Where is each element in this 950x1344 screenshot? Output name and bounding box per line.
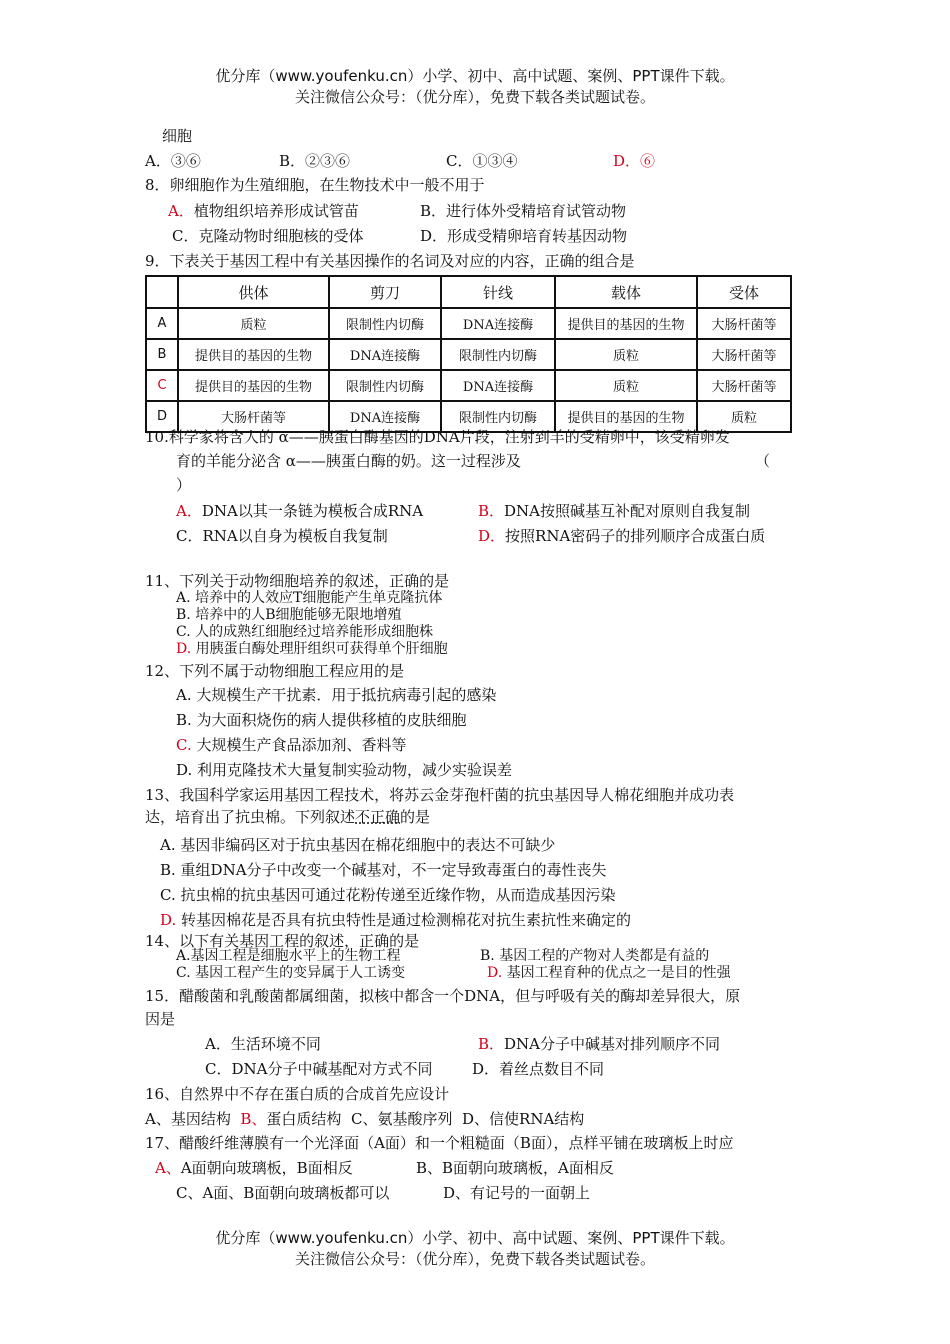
- q17-option-a: [155, 1157, 353, 1179]
- row-label-answer: C: [146, 370, 178, 401]
- q13-stem-line-1: 13、我国科学家运用基因工程技术，将苏云金芽孢杆菌的抗虫基因导人棉花细胞并成功表: [145, 786, 735, 804]
- q15-option-d: D．着丝点数目不同: [472, 1060, 605, 1078]
- table-header-row: [146, 276, 791, 308]
- table-cell: 大肠杆菌等: [697, 370, 791, 401]
- q16-options: [145, 1108, 584, 1130]
- q15-option-b-key: B．: [478, 1035, 505, 1053]
- q15-option-b-text: DNA分子中碱基对排列顺序不同: [504, 1035, 721, 1053]
- table-cell: 大肠杆菌等: [178, 401, 329, 432]
- table-cell: DNA连接酶: [441, 370, 555, 401]
- q8-option-b: B．进行体外受精培育试管动物: [420, 202, 627, 220]
- q10-option-b: [478, 500, 750, 522]
- table-cell: 提供目的基因的生物: [555, 401, 697, 432]
- q7-option-c: C．①③④: [446, 152, 518, 170]
- q10-option-c: C．RNA以自身为模板自我复制: [176, 527, 388, 545]
- q11-option-c: C. 人的成熟红细胞经过培养能形成细胞株: [176, 624, 434, 640]
- q11-option-d: [176, 641, 448, 658]
- q15-option-b: [478, 1033, 720, 1055]
- q14-option-c: C. 基因工程产生的变异属于人工诱变: [176, 965, 406, 981]
- page-header-line-1: 优分库（www.youfenku.cn）小学、初中、高中试题、案例、PPT课件下载。: [215, 67, 735, 85]
- q11-option-b: B. 培养中的人B细胞能够无限地增殖: [176, 607, 402, 623]
- q13-stem-part-1: 达，培育出了抗虫棉。下列叙述: [145, 808, 356, 826]
- q17-option-c: C、A面、B面朝向玻璃板都可以: [176, 1184, 390, 1202]
- q17-option-a-key: A、: [155, 1159, 181, 1177]
- table-cell: 限制性内切酶: [441, 401, 555, 432]
- q13-stem-emphasis: 不正确: [355, 808, 401, 826]
- table-cell: 限制性内切酶: [329, 370, 441, 401]
- q11-stem: 11、下列关于动物细胞培养的叙述，正确的是: [145, 572, 450, 590]
- q13-option-c: C. 抗虫棉的抗虫基因可通过花粉传递至近缘作物，从而造成基因污染: [160, 886, 616, 904]
- table-cell: DNA连接酶: [329, 339, 441, 370]
- table-cell: 大肠杆菌等: [697, 339, 791, 370]
- q10-option-d: [478, 525, 765, 547]
- table-cell: 质粒: [697, 401, 791, 432]
- q7-option-d: D．⑥: [613, 152, 656, 170]
- q8-option-c: C．克隆动物时细胞核的受体: [172, 227, 364, 245]
- q16-option-d: D、信使RNA结构: [462, 1110, 585, 1128]
- q16-stem: 16、自然界中不存在蛋白质的合成首先应设计: [145, 1085, 450, 1103]
- gene-engineering-table: [145, 275, 792, 433]
- q12-option-c: [176, 734, 407, 756]
- table-cell: 质粒: [555, 370, 697, 401]
- q10-option-a-text: DNA以其一条链为模板合成RNA: [201, 502, 424, 520]
- q10-option-a-key: A．: [176, 502, 202, 520]
- row-label: A: [146, 308, 178, 339]
- q17-option-a-text: A面朝向玻璃板，B面相反: [180, 1159, 353, 1177]
- page-header-line-2: 关注微信公众号：（优分库），免费下载各类试题试卷。: [294, 88, 655, 106]
- q14-option-a: A.基因工程是细胞水平上的生物工程: [176, 948, 401, 964]
- q8-option-a: [168, 200, 359, 222]
- q7-option-b: B．②③⑥: [279, 152, 351, 170]
- q13-stem-line-2: [145, 806, 430, 828]
- page-footer-line-2: 关注微信公众号：（优分库），免费下载各类试题试卷。: [294, 1250, 655, 1268]
- q9-stem: 9．下表关于基因工程中有关基因操作的名词及对应的内容，正确的组合是: [145, 252, 635, 270]
- q14-option-d: [487, 965, 731, 982]
- q15-option-a: A．生活环境不同: [205, 1035, 321, 1053]
- q13-option-d: [160, 909, 631, 931]
- q13-option-d-text: 转基因棉花是否具有抗虫特性是通过检测棉花对抗生素抗性来确定的: [181, 911, 632, 929]
- q15-option-c: C．DNA分子中碱基配对方式不同: [205, 1060, 433, 1078]
- table-header-cell: 剪刀: [329, 276, 441, 308]
- q13-option-d-key: D.: [160, 911, 177, 929]
- q13-option-a: A. 基因非编码区对于抗虫基因在棉花细胞中的表达不可缺少: [160, 836, 556, 854]
- table-header-cell: 针线: [441, 276, 555, 308]
- row-label: D: [146, 401, 178, 432]
- q10-stem-line-2: 育的羊能分泌含 α——胰蛋白酶的奶。这一过程涉及: [176, 452, 521, 470]
- q16-option-b-key: B、: [240, 1110, 267, 1128]
- q13-option-b: B. 重组DNA分子中改变一个碱基对，不一定导致毒蛋白的毒性丧失: [160, 861, 607, 879]
- q8-option-a-text: 植物组织培养形成试管苗: [193, 202, 359, 220]
- q16-option-c: C、氨基酸序列: [350, 1110, 453, 1128]
- q12-option-d: D. 利用克隆技术大量复制实验动物，减少实验误差: [176, 761, 513, 779]
- table-row: [146, 308, 791, 339]
- table-header-cell: 受体: [697, 276, 791, 308]
- q8-option-a-key: A．: [168, 202, 194, 220]
- q15-stem-line-1: 15．醋酸菌和乳酸菌都属细菌，拟核中都含一个DNA，但与呼吸有关的酶却差异很大，原: [145, 987, 741, 1005]
- q17-option-b: B、B面朝向玻璃板，A面相反: [416, 1159, 614, 1177]
- table-cell: 限制性内切酶: [441, 339, 555, 370]
- row-label: B: [146, 339, 178, 370]
- q7-stem-tail: 细胞: [162, 127, 193, 145]
- q12-stem: 12、下列不属于动物细胞工程应用的是: [145, 662, 405, 680]
- q14-stem: 14、以下有关基因工程的叙述，正确的是: [145, 932, 420, 950]
- table-row: [146, 339, 791, 370]
- q8-option-d: D．形成受精卵培育转基因动物: [420, 227, 628, 245]
- q15-stem-line-2: 因是: [145, 1010, 176, 1028]
- table-header-cell: 载体: [555, 276, 697, 308]
- q17-stem: 17、醋酸纤维薄膜有一个光泽面（A面）和一个粗糙面（B面），点样平铺在玻璃板上时应: [145, 1134, 734, 1152]
- page-footer-line-1: 优分库（www.youfenku.cn）小学、初中、高中试题、案例、PPT课件下载。: [215, 1229, 735, 1247]
- table-row: [146, 370, 791, 401]
- table-cell: 质粒: [178, 308, 329, 339]
- q7-option-a: A．③⑥: [145, 152, 201, 170]
- q11-option-d-key: D.: [176, 641, 192, 657]
- q10-paren-close: ）: [176, 476, 192, 494]
- table-cell: 提供目的基因的生物: [178, 370, 329, 401]
- q12-option-a: A. 大规模生产干扰素．用于抵抗病毒引起的感染: [176, 686, 497, 704]
- table-cell: 提供目的基因的生物: [178, 339, 329, 370]
- q17-option-d: D、有记号的一面朝上: [443, 1184, 591, 1202]
- q13-stem-part-3: 的是: [400, 808, 431, 826]
- q12-option-c-text: 大规模生产食品添加剂、香料等: [196, 736, 407, 754]
- q10-option-b-text: DNA按照碱基互补配对原则自我复制: [504, 502, 751, 520]
- q8-stem: 8．卵细胞作为生殖细胞，在生物技术中一般不用于: [145, 176, 485, 194]
- q10-paren-open: （: [755, 452, 771, 470]
- q16-option-b: 蛋白质结构: [266, 1110, 342, 1128]
- table-cell: 质粒: [555, 339, 697, 370]
- table-header-cell: [146, 276, 178, 308]
- q11-option-d-text: 用胰蛋白酶处理肝组织可获得单个肝细胞: [195, 641, 448, 657]
- q10-option-d-text: 按照RNA密码子的排列顺序合成蛋白质: [505, 527, 766, 545]
- q10-option-d-key: D．: [478, 527, 506, 545]
- q14-option-d-key: D.: [487, 965, 503, 981]
- table-cell: DNA连接酶: [329, 401, 441, 432]
- q12-option-b: B. 为大面积烧伤的病人提供移植的皮肤细胞: [176, 711, 467, 729]
- q16-option-a: A、基因结构: [145, 1110, 231, 1128]
- table-header-cell: 供体: [178, 276, 329, 308]
- table-cell: 大肠杆菌等: [697, 308, 791, 339]
- q10-option-b-key: B．: [478, 502, 505, 520]
- q12-option-c-key: C.: [176, 736, 192, 754]
- q14-option-b: B. 基因工程的产物对人类都是有益的: [480, 948, 710, 964]
- q14-option-d-text: 基因工程育种的优点之一是目的性强: [506, 965, 731, 981]
- q11-option-a: A. 培养中的人效应T细胞能产生单克隆抗体: [176, 590, 443, 606]
- table-cell: 提供目的基因的生物: [555, 308, 697, 339]
- q10-option-a: [176, 500, 423, 522]
- table-cell: 限制性内切酶: [329, 308, 441, 339]
- q10-stem-line-1: 10.科学家将含人的 α——胰蛋白酶基因的DNA片段，注射到羊的受精卵中，该受精卵发: [145, 428, 730, 446]
- table-cell: DNA连接酶: [441, 308, 555, 339]
